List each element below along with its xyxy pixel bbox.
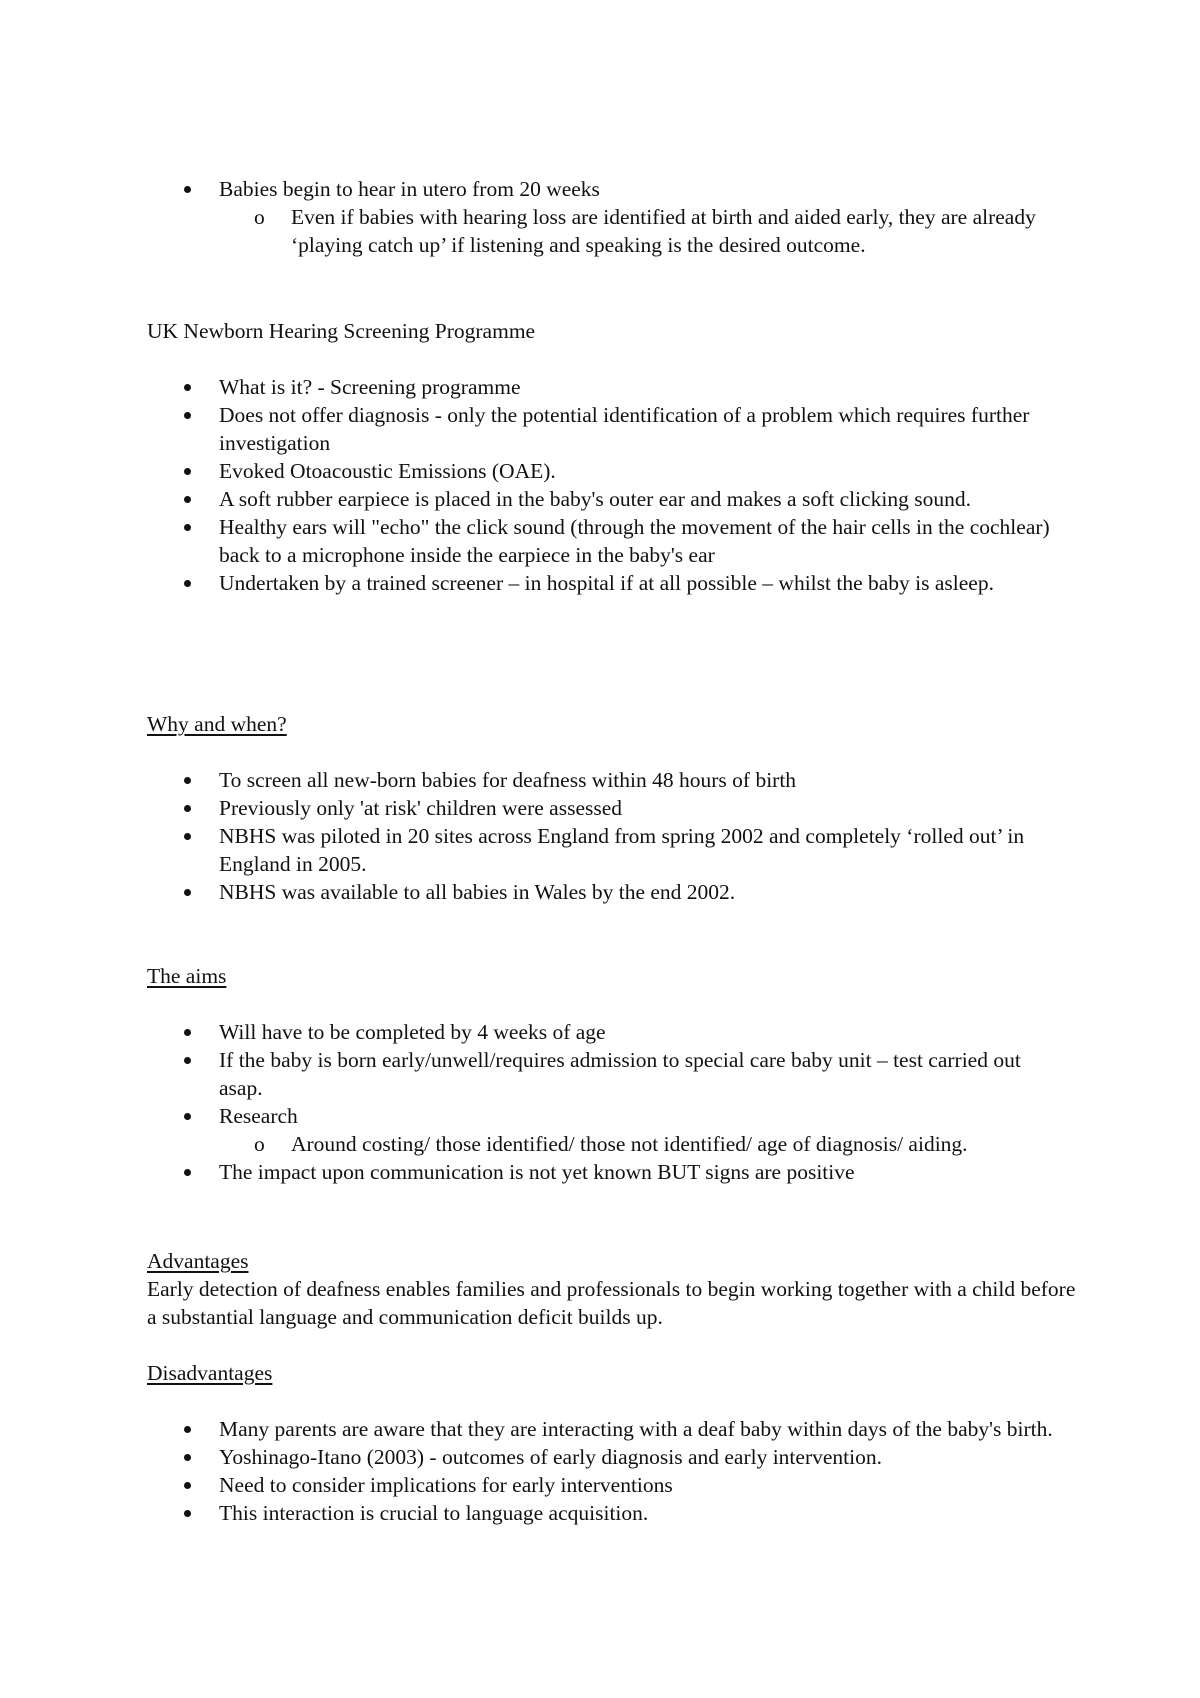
advantages-text: Early detection of deafness enables families and professionals to begin working together with a child before a substantial language and communication deficit builds up. [147,1277,1076,1329]
list-item: NBHS was piloted in 20 sites across England from spring 2002 and completely ‘rolled out’ in England in 2005. [147,822,1067,878]
why-list [147,766,1067,906]
list-item: Many parents are aware that they are interacting with a deaf baby within days of the baby's birth. [147,1415,1067,1443]
disadvantages-list [147,1415,1067,1527]
list-item: Healthy ears will "echo" the click sound (through the movement of the hair cells in the cochlear) back to a microphone inside the earpiece in the baby's ear [147,513,1067,569]
list-item [147,175,1067,259]
sub-list [219,203,1067,259]
list-item: Will have to be completed by 4 weeks of age [147,1018,1067,1046]
advantages-heading: Advantages [147,1249,249,1273]
list-item: If the baby is born early/unwell/requires admission to special care baby unit – test carried out asap. [147,1046,1067,1102]
list-item [147,1102,1067,1158]
why-section [147,766,1067,906]
list-item: A soft rubber earpiece is placed in the baby's outer ear and makes a soft clicking sound. [147,485,1067,513]
disadvantages-heading: Disadvantages [147,1361,273,1385]
sub-list-item: o Around costing/ those identified/ those not identified/ age of diagnosis/ aiding. [219,1130,1067,1158]
programme-heading: UK Newborn Hearing Screening Programme [147,319,536,343]
list-item: NBHS was available to all babies in Wales by the end 2002. [147,878,1067,906]
aims-section [147,1018,1067,1186]
aims-list [147,1018,1067,1186]
list-item: To screen all new-born babies for deafness within 48 hours of birth [147,766,1067,794]
list-item: This interaction is crucial to language acquisition. [147,1499,1067,1527]
programme-section [147,373,1067,597]
list-item: Undertaken by a trained screener – in hospital if at all possible – whilst the baby is asleep. [147,569,1067,597]
list-item-text: Research [219,1104,298,1128]
list-item: Previously only 'at risk' children were assessed [147,794,1067,822]
list-item: Does not offer diagnosis - only the potential identification of a problem which requires further investigation [147,401,1067,457]
disadvantages-section [147,1415,1067,1527]
list-item: What is it? - Screening programme [147,373,1067,401]
list-item-text: Babies begin to hear in utero from 20 weeks [219,177,600,201]
list-item: Evoked Otoacoustic Emissions (OAE). [147,457,1067,485]
programme-list [147,373,1067,597]
list-item: Need to consider implications for early interventions [147,1471,1067,1499]
list-item: Yoshinago-Itano (2003) - outcomes of early diagnosis and early intervention. [147,1443,1067,1471]
sub-list-item: o Even if babies with hearing loss are identified at birth and aided early, they are already ‘playing catch up’ if listening and speaking is the desired outcome. [219,203,1067,259]
list-item: The impact upon communication is not yet known BUT signs are positive [147,1158,1067,1186]
intro-section [147,175,1067,259]
why-heading: Why and when? [147,712,287,736]
intro-list [147,175,1067,259]
aims-heading: The aims [147,964,227,988]
sub-list [219,1130,1067,1158]
